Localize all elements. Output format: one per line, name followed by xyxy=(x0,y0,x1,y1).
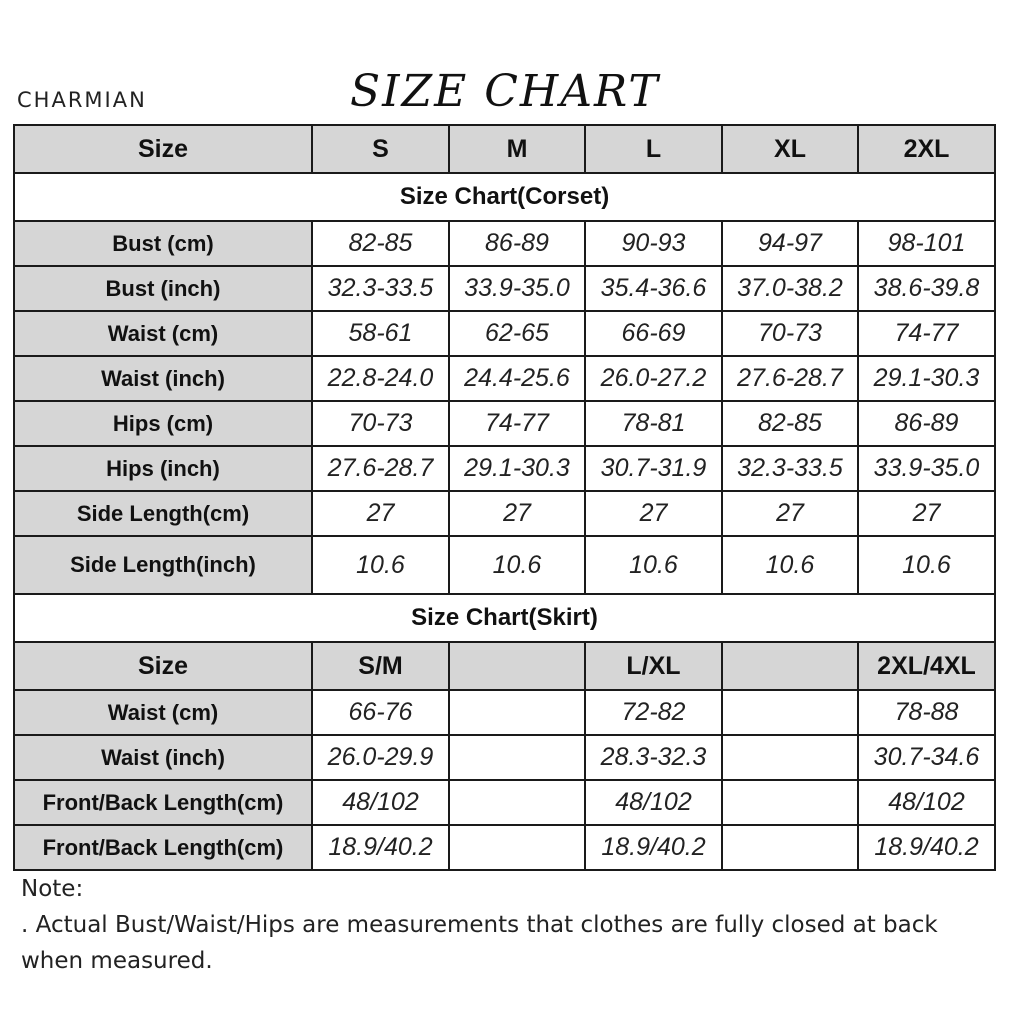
table-cell xyxy=(449,690,585,735)
header-cell: M xyxy=(449,125,585,173)
row-label: Bust (inch) xyxy=(14,266,312,311)
table-cell xyxy=(449,825,585,870)
page-title: SIZE CHART xyxy=(350,66,660,117)
row-label: Hips (cm) xyxy=(14,401,312,446)
brand-logo: CHARMIAN xyxy=(17,88,147,112)
table-cell: 48/102 xyxy=(585,780,722,825)
table-cell: 27 xyxy=(312,491,449,536)
table-row xyxy=(14,311,995,356)
table-cell: 32.3-33.5 xyxy=(722,446,858,491)
table-cell: 30.7-31.9 xyxy=(585,446,722,491)
note-line-2: when measured. xyxy=(21,948,213,974)
table-row xyxy=(14,690,995,735)
table-cell: 28.3-32.3 xyxy=(585,735,722,780)
table-cell: 22.8-24.0 xyxy=(312,356,449,401)
note-line-1: . Actual Bust/Waist/Hips are measurements that clothes are fully closed at back xyxy=(21,912,938,938)
table-row xyxy=(14,401,995,446)
row-label: Waist (inch) xyxy=(14,356,312,401)
table-cell xyxy=(722,825,858,870)
row-label: Waist (cm) xyxy=(14,311,312,356)
table-cell xyxy=(722,690,858,735)
row-label: Front/Back Length(cm) xyxy=(14,825,312,870)
table-row xyxy=(14,221,995,266)
row-label: Side Length(cm) xyxy=(14,491,312,536)
header-cell xyxy=(449,642,585,690)
header-cell: 2XL/4XL xyxy=(858,642,995,690)
table-cell xyxy=(449,780,585,825)
table-cell: 48/102 xyxy=(312,780,449,825)
table-row xyxy=(14,735,995,780)
table-cell: 10.6 xyxy=(312,536,449,594)
table-cell: 10.6 xyxy=(585,536,722,594)
table-cell xyxy=(722,735,858,780)
table-cell: 10.6 xyxy=(449,536,585,594)
table-cell: 29.1-30.3 xyxy=(449,446,585,491)
table-row xyxy=(14,491,995,536)
table-cell: 10.6 xyxy=(858,536,995,594)
table-row xyxy=(14,356,995,401)
table-cell: 24.4-25.6 xyxy=(449,356,585,401)
table-cell: 29.1-30.3 xyxy=(858,356,995,401)
row-label: Waist (inch) xyxy=(14,735,312,780)
header-cell: XL xyxy=(722,125,858,173)
header-cell xyxy=(722,642,858,690)
table-cell: 32.3-33.5 xyxy=(312,266,449,311)
table-cell: 18.9/40.2 xyxy=(858,825,995,870)
table-cell xyxy=(722,780,858,825)
table-cell: 98-101 xyxy=(858,221,995,266)
table-cell: 30.7-34.6 xyxy=(858,735,995,780)
table-cell: 70-73 xyxy=(312,401,449,446)
header-cell: L/XL xyxy=(585,642,722,690)
table-cell: 27.6-28.7 xyxy=(312,446,449,491)
table-cell: 18.9/40.2 xyxy=(585,825,722,870)
header-cell: Size xyxy=(14,125,312,173)
header-cell: Size xyxy=(14,642,312,690)
table-cell: 78-81 xyxy=(585,401,722,446)
table-cell: 10.6 xyxy=(722,536,858,594)
table-cell: 26.0-27.2 xyxy=(585,356,722,401)
table-row xyxy=(14,536,995,594)
section-title-corset: Size Chart(Corset) xyxy=(14,173,995,221)
table-cell: 27 xyxy=(858,491,995,536)
table-cell: 35.4-36.6 xyxy=(585,266,722,311)
table-cell: 82-85 xyxy=(722,401,858,446)
table-cell: 66-69 xyxy=(585,311,722,356)
skirt-header-row xyxy=(14,642,995,690)
table-row xyxy=(14,446,995,491)
table-cell: 86-89 xyxy=(449,221,585,266)
section-title-skirt: Size Chart(Skirt) xyxy=(14,594,995,642)
table-row xyxy=(14,825,995,870)
table-cell: 27 xyxy=(585,491,722,536)
table-cell xyxy=(449,735,585,780)
table-row xyxy=(14,780,995,825)
table-cell: 33.9-35.0 xyxy=(449,266,585,311)
table-row xyxy=(14,266,995,311)
table-cell: 58-61 xyxy=(312,311,449,356)
table-cell: 74-77 xyxy=(858,311,995,356)
size-chart-table xyxy=(13,124,996,871)
table-cell: 37.0-38.2 xyxy=(722,266,858,311)
table-cell: 27.6-28.7 xyxy=(722,356,858,401)
header-cell: S/M xyxy=(312,642,449,690)
table-cell: 26.0-29.9 xyxy=(312,735,449,780)
row-label: Bust (cm) xyxy=(14,221,312,266)
corset-header-row xyxy=(14,125,995,173)
table-cell: 86-89 xyxy=(858,401,995,446)
row-label: Hips (inch) xyxy=(14,446,312,491)
table-cell: 38.6-39.8 xyxy=(858,266,995,311)
table-cell: 82-85 xyxy=(312,221,449,266)
table-cell: 90-93 xyxy=(585,221,722,266)
table-cell: 18.9/40.2 xyxy=(312,825,449,870)
row-label: Side Length(inch) xyxy=(14,536,312,594)
header-cell: L xyxy=(585,125,722,173)
table-cell: 27 xyxy=(722,491,858,536)
table-cell: 48/102 xyxy=(858,780,995,825)
row-label: Waist (cm) xyxy=(14,690,312,735)
table-cell: 33.9-35.0 xyxy=(858,446,995,491)
table-cell: 27 xyxy=(449,491,585,536)
table-cell: 78-88 xyxy=(858,690,995,735)
table-cell: 62-65 xyxy=(449,311,585,356)
note-heading: Note: xyxy=(21,876,84,902)
header-cell: S xyxy=(312,125,449,173)
header-cell: 2XL xyxy=(858,125,995,173)
table-cell: 94-97 xyxy=(722,221,858,266)
table-cell: 74-77 xyxy=(449,401,585,446)
table-cell: 70-73 xyxy=(722,311,858,356)
row-label: Front/Back Length(cm) xyxy=(14,780,312,825)
table-cell: 72-82 xyxy=(585,690,722,735)
table-cell: 66-76 xyxy=(312,690,449,735)
